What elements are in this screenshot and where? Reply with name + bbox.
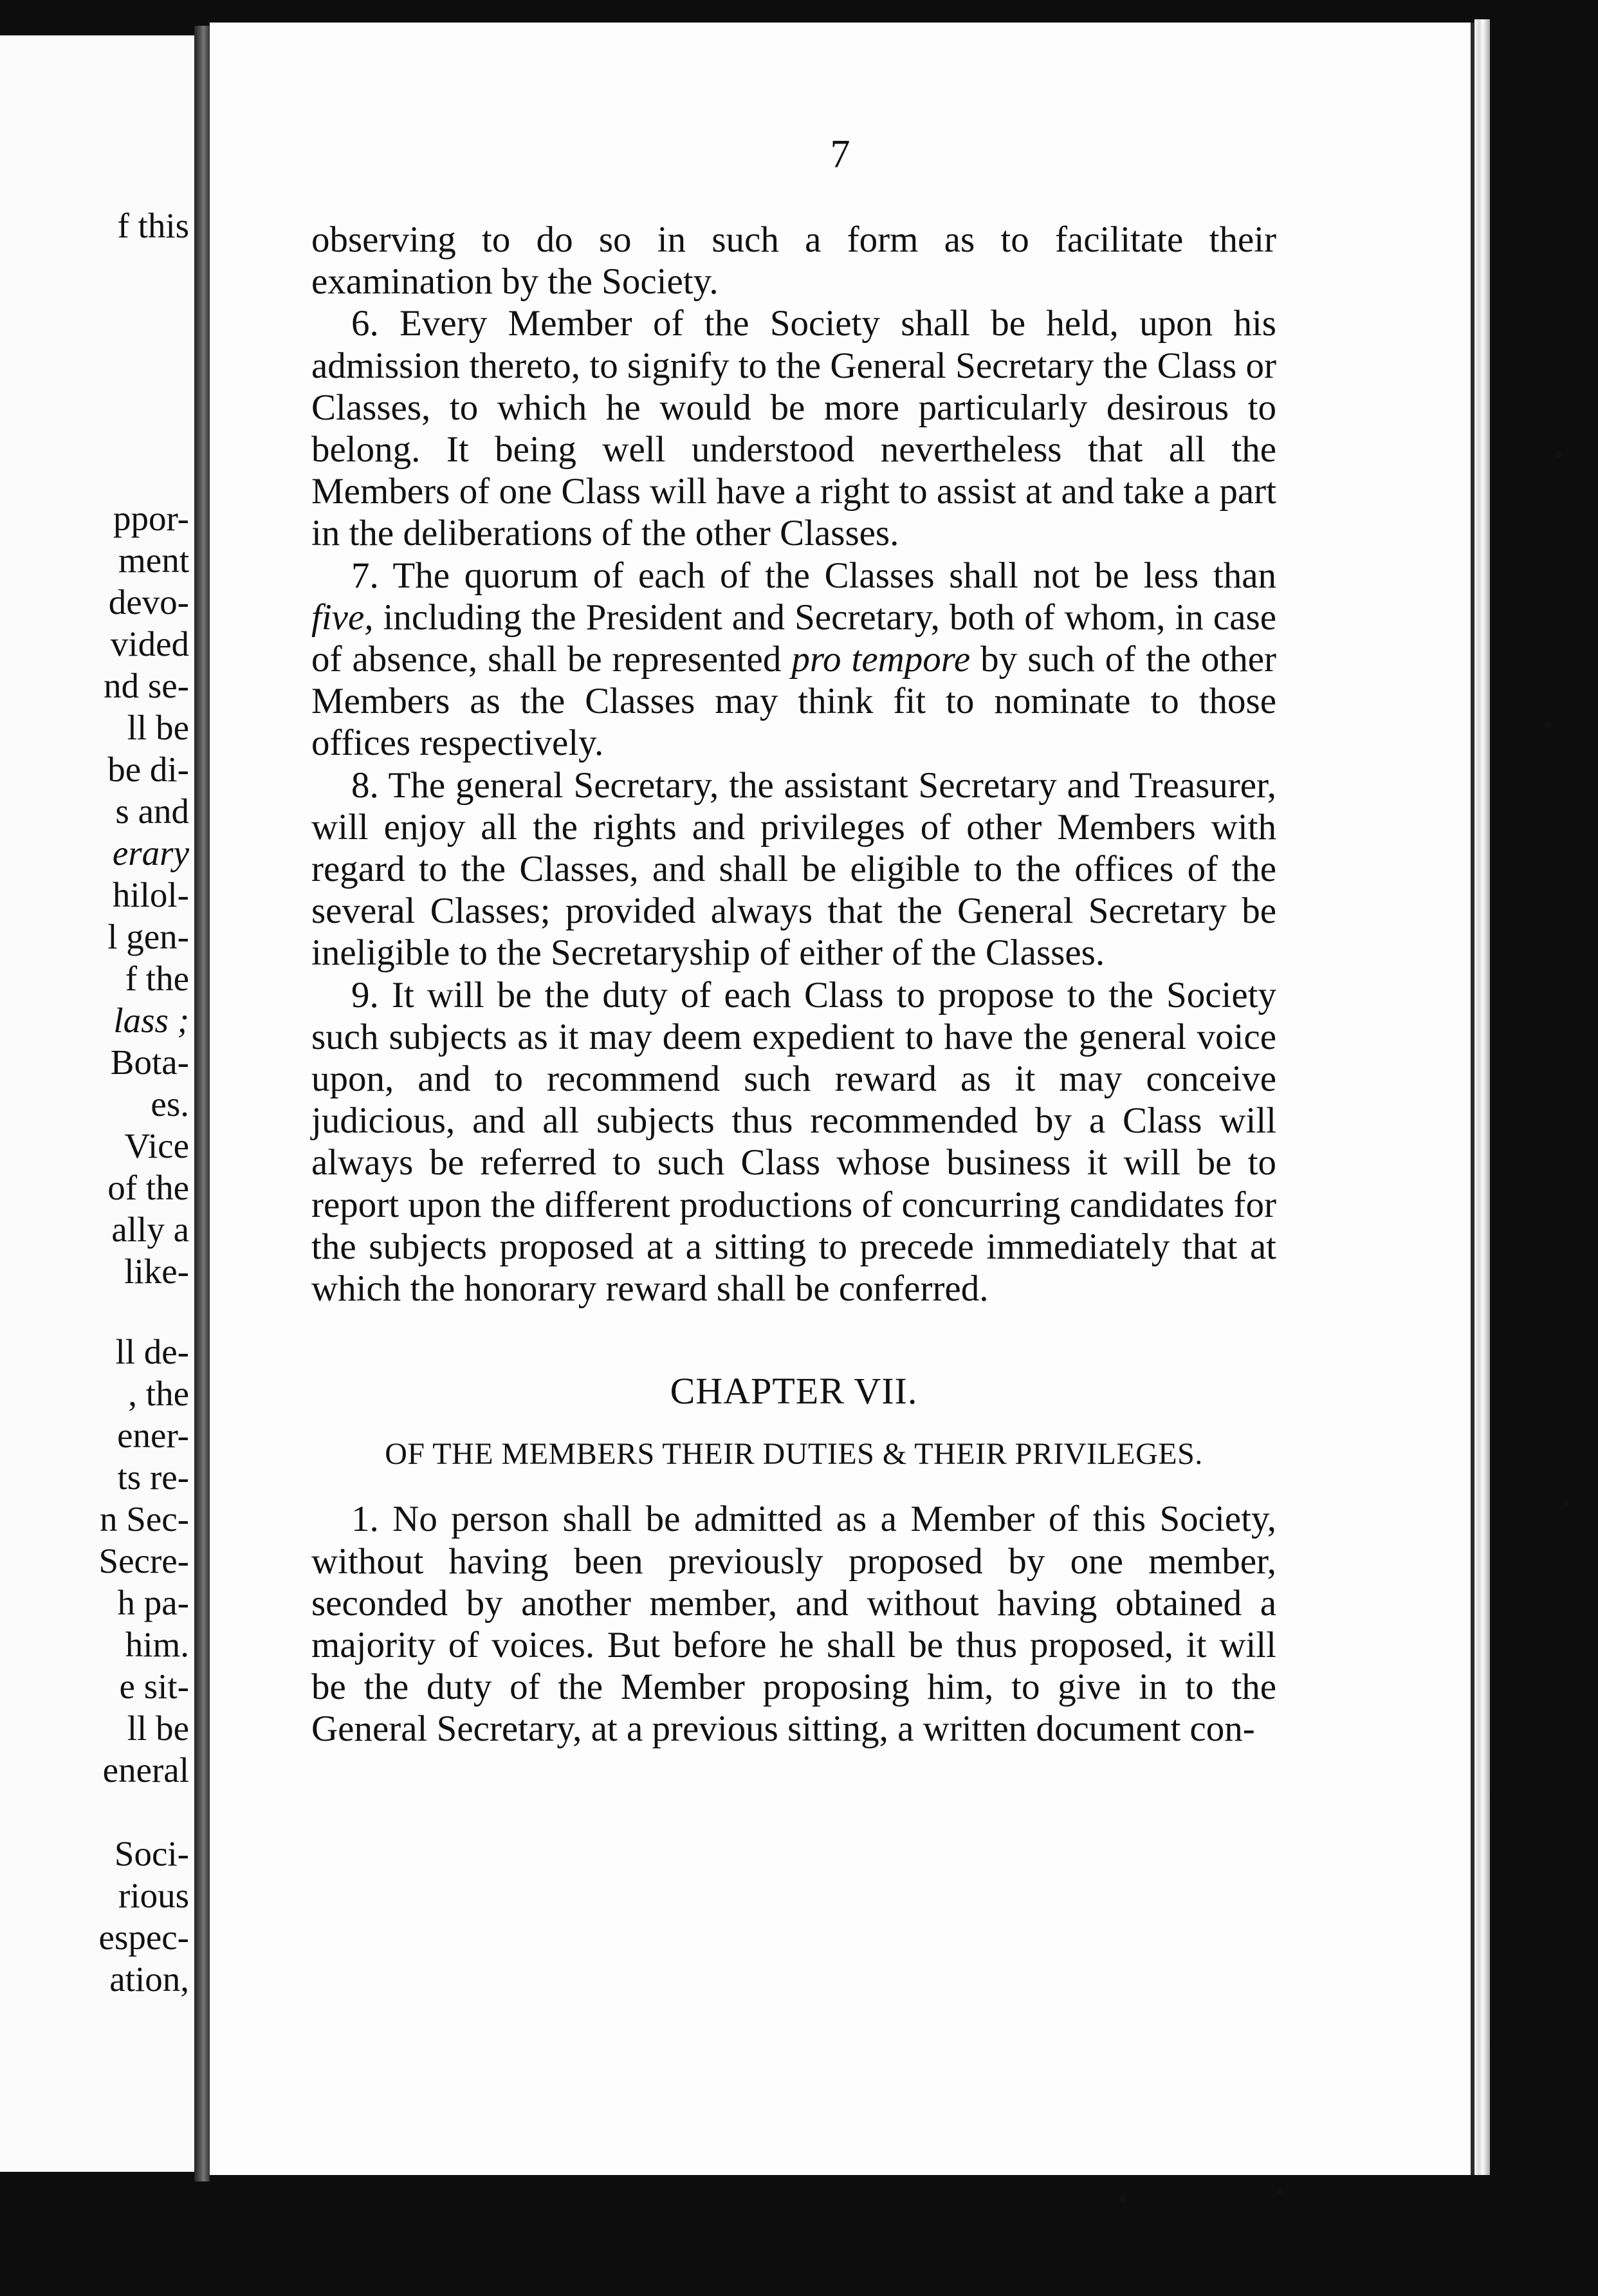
left-page-line: ll be: [127, 1708, 189, 1748]
scan-speck: [1544, 721, 1552, 728]
left-page-line: devo-: [108, 582, 189, 622]
paragraph-7-pro-tempore: pro tempore: [791, 639, 971, 680]
left-page-line: n Sec-: [100, 1499, 189, 1539]
paragraph-8: 8. The general Secretary, the assistant Secretary and Treasurer, will enjoy all the rights and privileges of other Members with regard to the Classes, and shall be eligible to the offices of the several Classes; provided always that the General Secretary be ineligible to the Secretaryship of either of the Classes.: [311, 764, 1276, 974]
left-page-line: ts re-: [117, 1458, 189, 1497]
paragraph-continued: observing to do so in such a form as to facilitate their examination by the Society.: [311, 219, 1276, 302]
left-page-line: lass ;: [113, 1001, 189, 1040]
left-page-line: ll de-: [115, 1332, 189, 1371]
scan-speck: [1556, 450, 1562, 458]
scan-speck: [1119, 2194, 1126, 2203]
left-page-line: , the: [128, 1374, 189, 1413]
left-page-line: Soci-: [114, 1834, 189, 1873]
left-page-line: ally a: [111, 1210, 189, 1249]
paragraph-9: 9. It will be the duty of each Class to propose to the Society such subjects as it may deem expedient to have the general voice upon, and to recommend such reward as it may conceive judicious, and all subjects thus recommended by a Class will always be referred to such Class whose business it will be to report upon the different productions of concurring candidates for the subjects proposed at a sitting to precede immediately that at which the honorary reward shall be conferred.: [311, 974, 1276, 1310]
left-page-line: e sit-: [119, 1667, 189, 1706]
left-page-line: hilol-: [112, 875, 189, 914]
left-page-line: of the: [107, 1168, 189, 1207]
paragraph-7-text-b: including the President and Secretary, both of whom, in case of absence, shall be represented: [311, 597, 1276, 680]
chapter-title: CHAPTER VII.: [670, 1370, 918, 1412]
chapter-subtitle: OF THE MEMBERS THEIR DUTIES & THEIR PRIVILEGES.: [385, 1436, 1203, 1471]
left-page-line: f this: [117, 206, 189, 245]
page-edge: [1474, 19, 1490, 2175]
left-page-line: Secre-: [98, 1541, 189, 1580]
paragraph-7-text-c: by such of the other Members as the Classes may think fit to nominate to those offices respectively.: [311, 639, 1277, 764]
left-page-line: Vice: [124, 1126, 189, 1165]
left-page-line: espec-: [98, 1918, 189, 1957]
left-page-line: f the: [125, 959, 189, 998]
scan-speck: [1277, 2188, 1283, 2194]
left-page-line: Bota-: [110, 1042, 189, 1082]
main-page: [210, 23, 1474, 2175]
paragraph-7-text-a: 7. The quorum of each of the Classes shall not be less than: [351, 555, 1276, 596]
left-page-line: l gen-: [107, 917, 189, 956]
body-text: [311, 219, 1276, 1750]
left-page-line: s and: [115, 792, 189, 831]
left-page-line: ener-: [117, 1416, 189, 1455]
page-number: 7: [830, 133, 850, 176]
paragraph-7-five: five,: [311, 597, 374, 638]
left-page-line: rious: [118, 1876, 189, 1915]
paragraph-7: [311, 555, 1276, 764]
left-page-line: ment: [118, 541, 189, 580]
paragraph-6: 6. Every Member of the Society shall be held, upon his admission thereto, to signify to the General Secretary the Class or Classes, to which he would be more particularly desirous to belong. It being well understood nevertheless that all the Members of one Class will have a right to assist at and take a part in the deliberations of the other Classes.: [311, 303, 1276, 554]
left-page-line: ll be: [127, 708, 189, 747]
left-page-line: ation,: [109, 1959, 189, 1999]
left-page-line: ppor-: [113, 499, 189, 538]
scan-speck: [1563, 1499, 1569, 1506]
left-page-line: erary: [112, 833, 189, 873]
left-page-line: es.: [151, 1084, 189, 1124]
book-gutter: [194, 26, 210, 2181]
chapter-paragraph-1: 1. No person shall be admitted as a Member of this Society, without having been previously proposed by one member, seconded by another member, and without having obtained a majority of voices. But before he shall be thus proposed, it will be the duty of the Member proposing him, to give in to the General Secretary, at a previous sitting, a written document con-: [311, 1499, 1276, 1750]
left-facing-page: [0, 35, 197, 2172]
left-page-line: him.: [125, 1625, 189, 1664]
left-page-line: vided: [110, 624, 189, 663]
left-page-line: h pa-: [117, 1583, 189, 1622]
left-page-line: eneral: [102, 1750, 189, 1790]
left-page-line: be di-: [107, 750, 189, 789]
left-page-line: like-: [124, 1252, 189, 1291]
left-page-line: nd se-: [104, 666, 189, 705]
